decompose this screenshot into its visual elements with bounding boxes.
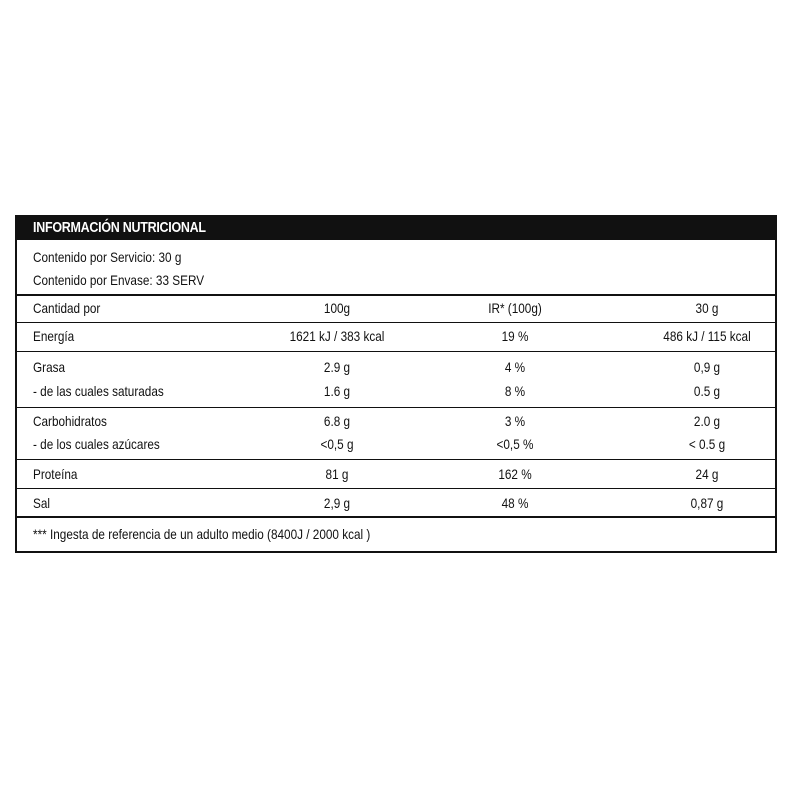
servings-per-container-text: Contenido por Envase: 33 SERV	[33, 272, 205, 288]
saturates-per-serving-text: 0.5 g	[693, 383, 721, 399]
table-row-carbohydrates	[17, 408, 775, 460]
carbohydrates-per-serving-text: 2.0 g	[693, 413, 721, 429]
table-row-salt	[17, 489, 775, 518]
panel-header	[17, 217, 775, 240]
protein-per100-text: 81 g	[325, 466, 349, 482]
panel-title: INFORMACIÓN NUTRICIONAL	[33, 220, 206, 236]
carbohydrates-label: Carbohidratos	[33, 413, 107, 429]
table-row-energy	[17, 323, 775, 352]
saturates-per100-text: 1.6 g	[323, 383, 351, 399]
carbohydrates-ri-text: 3 %	[504, 413, 526, 429]
table-row-fat	[17, 352, 775, 408]
sugars-per100-text: <0,5 g	[320, 436, 354, 452]
serving-size-text: Contenido por Servicio: 30 g	[33, 249, 182, 265]
column-header-ri-text: IR* (100g)	[488, 300, 542, 316]
salt-ri-text: 48 %	[501, 495, 529, 511]
fat-per-serving-text: 0,9 g	[693, 359, 721, 375]
energy-label: Energía	[33, 328, 75, 344]
serving-info	[17, 240, 775, 296]
table-row-protein	[17, 460, 775, 489]
fat-per100-text: 2.9 g	[323, 359, 351, 375]
protein-ri-text: 162 %	[498, 466, 532, 482]
saturates-ri-text: 8 %	[504, 383, 526, 399]
column-header-row	[17, 296, 775, 323]
salt-per-serving-text: 0,87 g	[690, 495, 724, 511]
column-header-per100-text: 100g	[323, 300, 351, 316]
fat-ri-text: 4 %	[504, 359, 526, 375]
saturates-label: - de las cuales saturadas	[33, 383, 164, 399]
carbohydrates-per100-text: 6.8 g	[323, 413, 351, 429]
fat-label: Grasa	[33, 359, 66, 375]
sugars-label: - de los cuales azúcares	[33, 436, 160, 452]
energy-ri-text: 19 %	[501, 328, 529, 344]
sugars-ri-text: <0,5 %	[496, 436, 534, 452]
energy-per-serving-text: 486 kJ / 115 kcal	[663, 328, 751, 344]
protein-per-serving-text: 24 g	[695, 466, 719, 482]
salt-label: Sal	[33, 495, 50, 511]
nutrition-facts-panel	[15, 215, 777, 553]
sugars-per-serving-text: < 0.5 g	[688, 436, 726, 452]
energy-per100-text: 1621 kJ / 383 kcal	[289, 328, 385, 344]
column-header-per-serving-text: 30 g	[695, 300, 719, 316]
protein-label: Proteína	[33, 466, 78, 482]
salt-per100-text: 2,9 g	[323, 495, 351, 511]
reference-intake-footnote: *** Ingesta de referencia de un adulto medio (8400J / 2000 kcal )	[33, 526, 371, 542]
column-header-label: Cantidad por	[33, 300, 101, 316]
